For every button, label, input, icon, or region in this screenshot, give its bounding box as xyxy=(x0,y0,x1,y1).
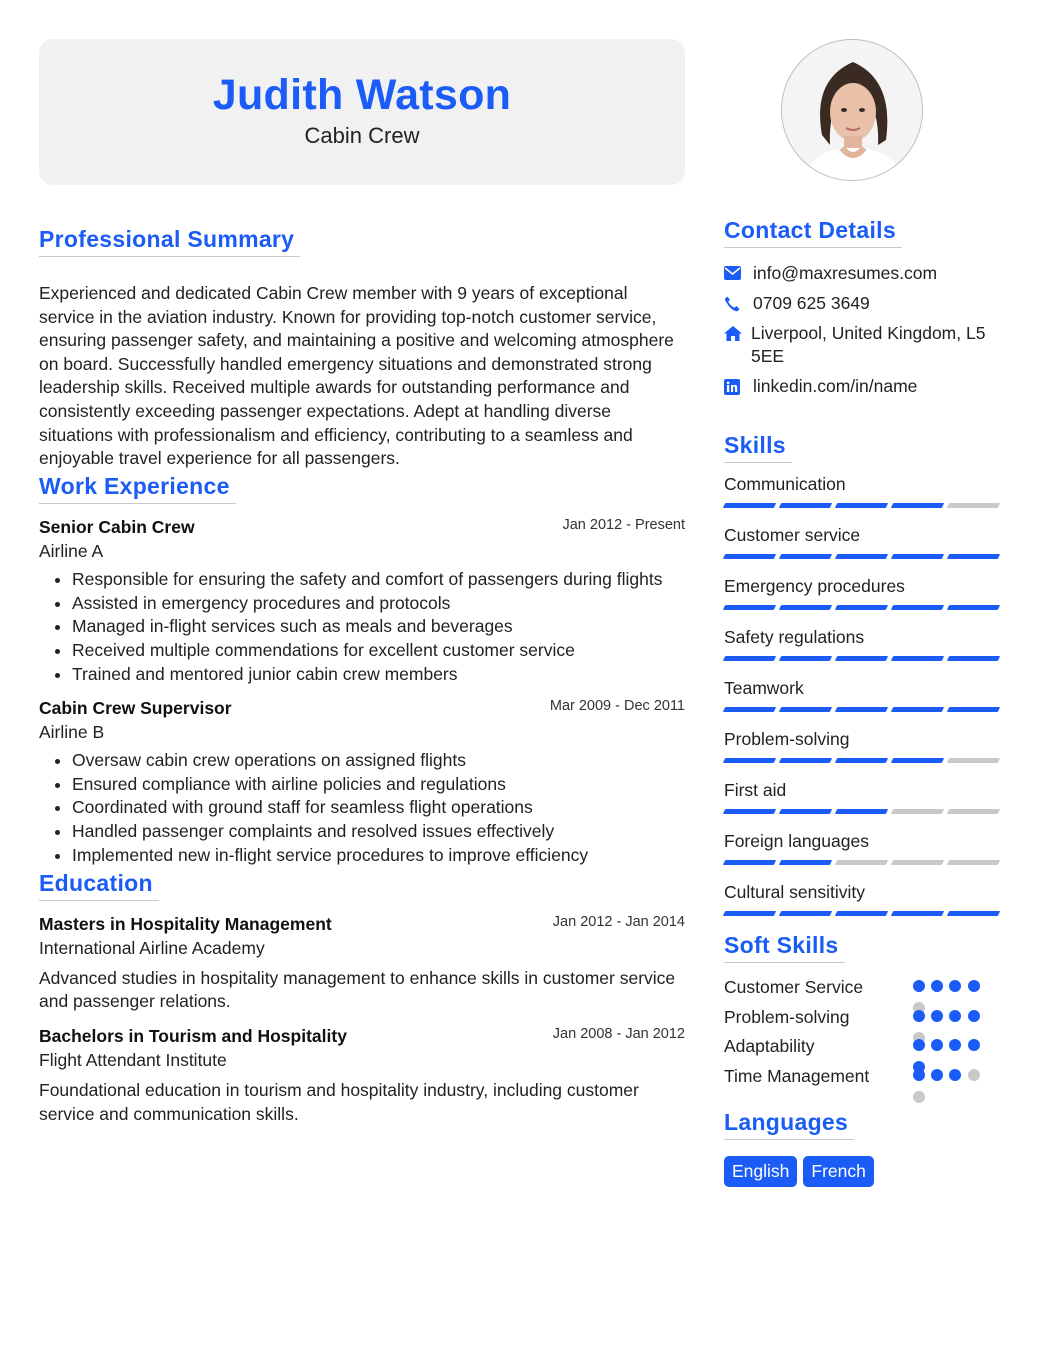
skill-bar-filled xyxy=(891,758,944,763)
skill-bar-filled xyxy=(779,758,832,763)
profile-photo xyxy=(781,39,923,181)
rating-dot-filled xyxy=(949,1039,961,1051)
email-text: info@maxresumes.com xyxy=(753,263,938,283)
contact-address xyxy=(724,322,1002,368)
job-entry xyxy=(39,698,685,868)
job-date: Mar 2009 - Dec 2011 xyxy=(549,697,685,714)
rating-dot-filled xyxy=(931,1069,943,1081)
languages-section xyxy=(724,1109,1002,1187)
job-title: Senior Cabin Crew xyxy=(39,516,195,537)
rating-dot-filled xyxy=(968,1010,980,1022)
contact-phone[interactable] xyxy=(724,292,1002,315)
skill-bar-filled xyxy=(947,605,1000,610)
header xyxy=(39,39,685,185)
summary-text: Experienced and dedicated Cabin Crew member with 9 years of exceptional service in the aviation industry. Known for providing top-notch customer service, ensuring passenger safety, and maintaining a positive and welcoming atmosphere on board. Successfully handled emergency situations and demonstrated strong leadership skills. Received multiple awards for outstanding performance and consistently exceeding passenger expectations. Adept at handling diverse situations with professionalism and efficiency, contributing to a seamless and enjoyable travel experience for all passengers. xyxy=(39,283,674,469)
main-column xyxy=(39,39,685,1126)
skill-level-bar xyxy=(724,605,1002,610)
skill-bar-filled xyxy=(891,707,944,712)
summary-section xyxy=(39,226,685,471)
skill-bar-filled xyxy=(891,656,944,661)
languages-heading: Languages xyxy=(724,1109,854,1140)
skill-bar-filled xyxy=(947,656,1000,661)
rating-dot-filled xyxy=(949,1010,961,1022)
skill-name: Emergency procedures xyxy=(724,576,905,596)
soft-skills-heading: Soft Skills xyxy=(724,932,845,963)
education-description: Foundational education in tourism and hospitality industry, including customer service and communication skills. xyxy=(39,1079,639,1124)
job-title: Cabin Crew Supervisor xyxy=(39,697,232,718)
degree-title: Masters in Hospitality Management xyxy=(39,913,332,934)
rating-dot-filled xyxy=(968,1039,980,1051)
skill-level-bar xyxy=(724,758,1002,763)
skill-bar-empty xyxy=(947,809,1000,814)
job-employer: Airline B xyxy=(39,721,105,742)
skill-bar-filled xyxy=(723,707,776,712)
skills-heading: Skills xyxy=(724,432,792,463)
rating-dot-filled xyxy=(949,1069,961,1081)
skill-bar-filled xyxy=(947,707,1000,712)
skill-bar-filled xyxy=(779,707,832,712)
skill-level-bar xyxy=(724,809,1002,814)
school-name: Flight Attendant Institute xyxy=(39,1049,227,1070)
list-item: • Trained and mentored junior cabin crew members xyxy=(72,663,685,687)
soft-skill-item xyxy=(724,1006,1002,1036)
skill-name: Safety regulations xyxy=(724,627,865,647)
education-section xyxy=(39,870,685,1126)
contact-email[interactable] xyxy=(724,262,1002,285)
skill-level-bar xyxy=(724,911,1002,916)
rating-dot-filled xyxy=(913,1010,925,1022)
rating-dot-filled xyxy=(949,980,961,992)
skill-bar-filled xyxy=(947,911,1000,916)
degree-title: Bachelors in Tourism and Hospitality xyxy=(39,1025,347,1046)
skill-bar-filled xyxy=(779,656,832,661)
skill-level-bar xyxy=(724,554,1002,559)
list-item: • Ensured compliance with airline policies and regulations xyxy=(72,773,685,797)
education-heading: Education xyxy=(39,870,159,901)
skill-bar-filled xyxy=(723,860,776,865)
skill-bar-filled xyxy=(835,809,888,814)
skill-item xyxy=(724,728,1002,763)
job-entry xyxy=(39,517,685,687)
soft-skill-name: Adaptability xyxy=(724,1036,815,1056)
language-pill: French xyxy=(803,1156,873,1187)
list-item: • Implemented new in-flight service procedures to improve efficiency xyxy=(72,844,685,868)
skill-bar-filled xyxy=(779,911,832,916)
skill-bar-filled xyxy=(835,656,888,661)
skill-level-bar xyxy=(724,656,1002,661)
education-date: Jan 2012 - Jan 2014 xyxy=(552,913,685,930)
job-employer: Airline A xyxy=(39,540,104,561)
skill-item xyxy=(724,473,1002,508)
soft-skill-name: Customer Service xyxy=(724,977,864,997)
skill-name: Problem-solving xyxy=(724,729,850,749)
soft-skill-item xyxy=(724,1035,1002,1065)
skill-bar-filled xyxy=(835,911,888,916)
job-responsibilities xyxy=(39,568,685,687)
rating-dot-filled xyxy=(913,1069,925,1081)
rating-dot-filled xyxy=(931,980,943,992)
skill-item xyxy=(724,779,1002,814)
skill-level-bar xyxy=(724,860,1002,865)
envelope-icon xyxy=(724,262,753,280)
skill-name: First aid xyxy=(724,780,787,800)
skill-name: Foreign languages xyxy=(724,831,869,851)
skill-bar-empty xyxy=(947,860,1000,865)
skill-item xyxy=(724,626,1002,661)
education-entry xyxy=(39,1026,685,1126)
linkedin-text: linkedin.com/in/name xyxy=(753,376,918,396)
experience-section xyxy=(39,473,685,868)
linkedin-icon xyxy=(724,375,753,395)
list-item: • Responsible for ensuring the safety and comfort of passengers during flights xyxy=(72,568,685,592)
list-item: • Received multiple commendations for excellent customer service xyxy=(72,639,685,663)
rating-dot-filled xyxy=(913,1039,925,1051)
job-responsibilities xyxy=(39,749,685,868)
soft-skill-rating xyxy=(913,1069,993,1113)
skill-bar-empty xyxy=(947,758,1000,763)
skill-bar-empty xyxy=(835,860,888,865)
skill-bar-filled xyxy=(723,503,776,508)
rating-dot-empty xyxy=(968,1069,980,1081)
skill-name: Customer service xyxy=(724,525,861,545)
contact-linkedin[interactable] xyxy=(724,375,1002,398)
skill-bar-filled xyxy=(835,605,888,610)
phone-icon xyxy=(724,292,753,312)
skills-section xyxy=(724,432,1002,916)
rating-dot-filled xyxy=(931,1039,943,1051)
skill-bar-filled xyxy=(835,758,888,763)
skill-name: Teamwork xyxy=(724,678,804,698)
skill-bar-filled xyxy=(947,554,1000,559)
skill-bar-filled xyxy=(779,860,832,865)
skill-bar-filled xyxy=(723,605,776,610)
soft-skills-list xyxy=(724,976,1002,1094)
list-item: • Oversaw cabin crew operations on assigned flights xyxy=(72,749,685,773)
list-item: • Handled passenger complaints and resolved issues effectively xyxy=(72,820,685,844)
skill-bar-filled xyxy=(891,911,944,916)
skill-bar-filled xyxy=(891,503,944,508)
skill-bar-empty xyxy=(891,809,944,814)
skill-name: Cultural sensitivity xyxy=(724,882,866,902)
job-date: Jan 2012 - Present xyxy=(562,516,685,533)
candidate-role: Cabin Crew xyxy=(304,123,420,148)
soft-skill-name: Time Management xyxy=(724,1065,870,1086)
candidate-name: Judith Watson xyxy=(212,71,512,119)
soft-skills-section xyxy=(724,932,1002,1094)
list-item: • Coordinated with ground staff for seamless flight operations xyxy=(72,796,685,820)
skill-bar-filled xyxy=(891,605,944,610)
skill-bar-filled xyxy=(835,554,888,559)
skill-item xyxy=(724,677,1002,712)
skill-bar-filled xyxy=(779,809,832,814)
education-description: Advanced studies in hospitality management to enhance skills in customer service and passenger relations. xyxy=(39,967,676,1012)
skill-item xyxy=(724,575,1002,610)
sidebar xyxy=(724,39,1002,1187)
skill-name: Communication xyxy=(724,474,846,494)
skill-level-bar xyxy=(724,503,1002,508)
language-pill: English xyxy=(724,1156,797,1187)
school-name: International Airline Academy xyxy=(39,937,265,958)
skill-item xyxy=(724,830,1002,865)
rating-dot-empty xyxy=(913,1091,925,1103)
skill-item xyxy=(724,524,1002,559)
skill-bar-filled xyxy=(723,656,776,661)
rating-dot-filled xyxy=(931,1010,943,1022)
skills-list xyxy=(724,473,1002,916)
skill-bar-empty xyxy=(947,503,1000,508)
skill-bar-filled xyxy=(891,554,944,559)
skill-bar-empty xyxy=(891,860,944,865)
rating-dot-filled xyxy=(968,980,980,992)
skill-bar-filled xyxy=(723,758,776,763)
rating-dot-filled xyxy=(913,980,925,992)
list-item: • Managed in-flight services such as meals and beverages xyxy=(72,615,685,639)
list-item: • Assisted in emergency procedures and protocols xyxy=(72,592,685,616)
skill-bar-filled xyxy=(835,503,888,508)
contact-heading: Contact Details xyxy=(724,217,902,248)
skill-bar-filled xyxy=(779,605,832,610)
skill-bar-filled xyxy=(835,707,888,712)
home-icon xyxy=(724,322,751,341)
address-text: Liverpool, United Kingdom, L5 5EE xyxy=(751,323,986,366)
contact-section xyxy=(724,217,1002,398)
skill-bar-filled xyxy=(723,911,776,916)
experience-heading: Work Experience xyxy=(39,473,236,504)
education-entry xyxy=(39,914,685,1014)
education-date: Jan 2008 - Jan 2012 xyxy=(552,1025,685,1042)
summary-heading: Professional Summary xyxy=(39,226,300,257)
soft-skill-item xyxy=(724,976,1002,1006)
phone-text: 0709 625 3649 xyxy=(753,293,870,313)
skill-level-bar xyxy=(724,707,1002,712)
language-list xyxy=(724,1156,1002,1187)
skill-bar-filled xyxy=(779,503,832,508)
skill-bar-filled xyxy=(779,554,832,559)
soft-skill-name: Problem-solving xyxy=(724,1006,850,1027)
skill-item xyxy=(724,881,1002,916)
soft-skill-item xyxy=(724,1065,1002,1095)
skill-bar-filled xyxy=(723,554,776,559)
skill-bar-filled xyxy=(723,809,776,814)
